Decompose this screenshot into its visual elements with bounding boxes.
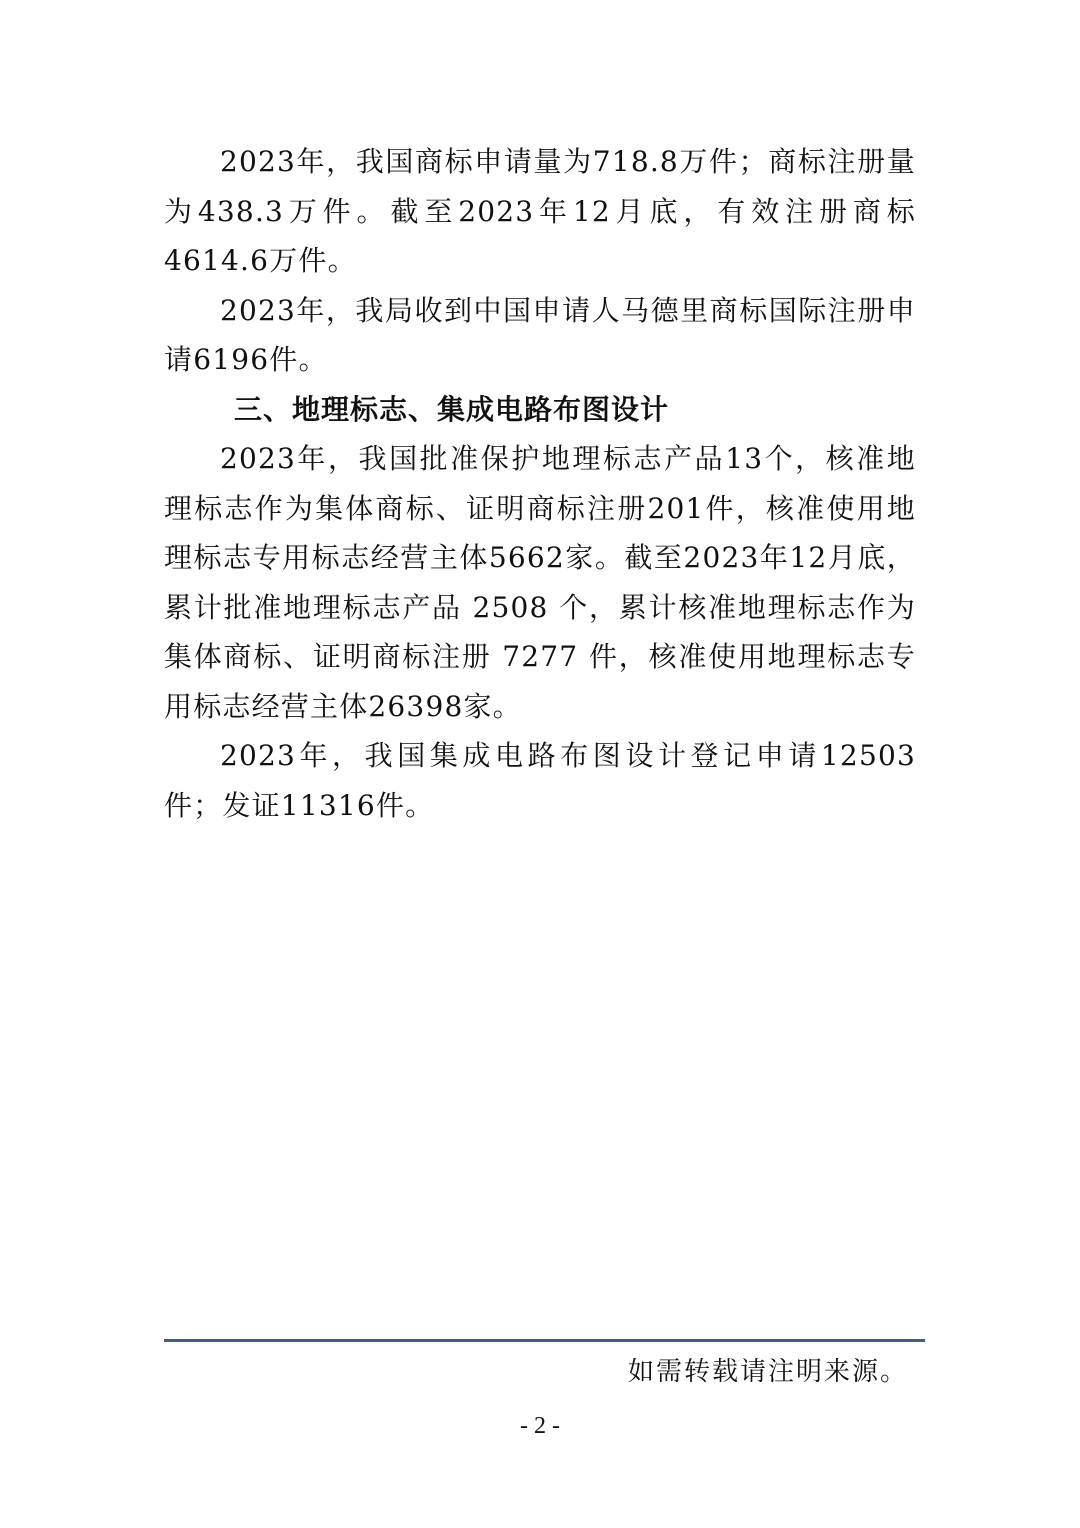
footer-divider [164,1339,925,1342]
document-body [164,137,916,830]
paragraph-ic-layout-designs: 2023年，我国集成电路布图设计登记申请12503件；发证11316件。 [164,739,916,822]
paragraph-geographical-indications: 2023年，我国批准保护地理标志产品13个，核准地理标志作为集体商标、证明商标注册201件，核准使用地理标志专用标志经营主体5662家。截至2023年12月底，累计批准地理标志产品 2508 个，累计核准地理标志作为集体商标、证明商标注册 7277 件，核准使用地理标志专用标志经营主体26398家。 [164,442,916,723]
section-heading: 三、地理标志、集成电路布图设计 [234,392,670,426]
page-number: - 2 - [520,1413,560,1439]
paragraph-madrid-applications: 2023年，我局收到中国申请人马德里商标国际注册申请6196件。 [164,293,916,376]
paragraph-trademark-stats: 2023年，我国商标申请量为718.8万件；商标注册量为438.3万件。截至2023年12月底，有效注册商标4614.6万件。 [164,145,916,277]
footer-reprint-note: 如需转载请注明来源。 [627,1357,908,1387]
